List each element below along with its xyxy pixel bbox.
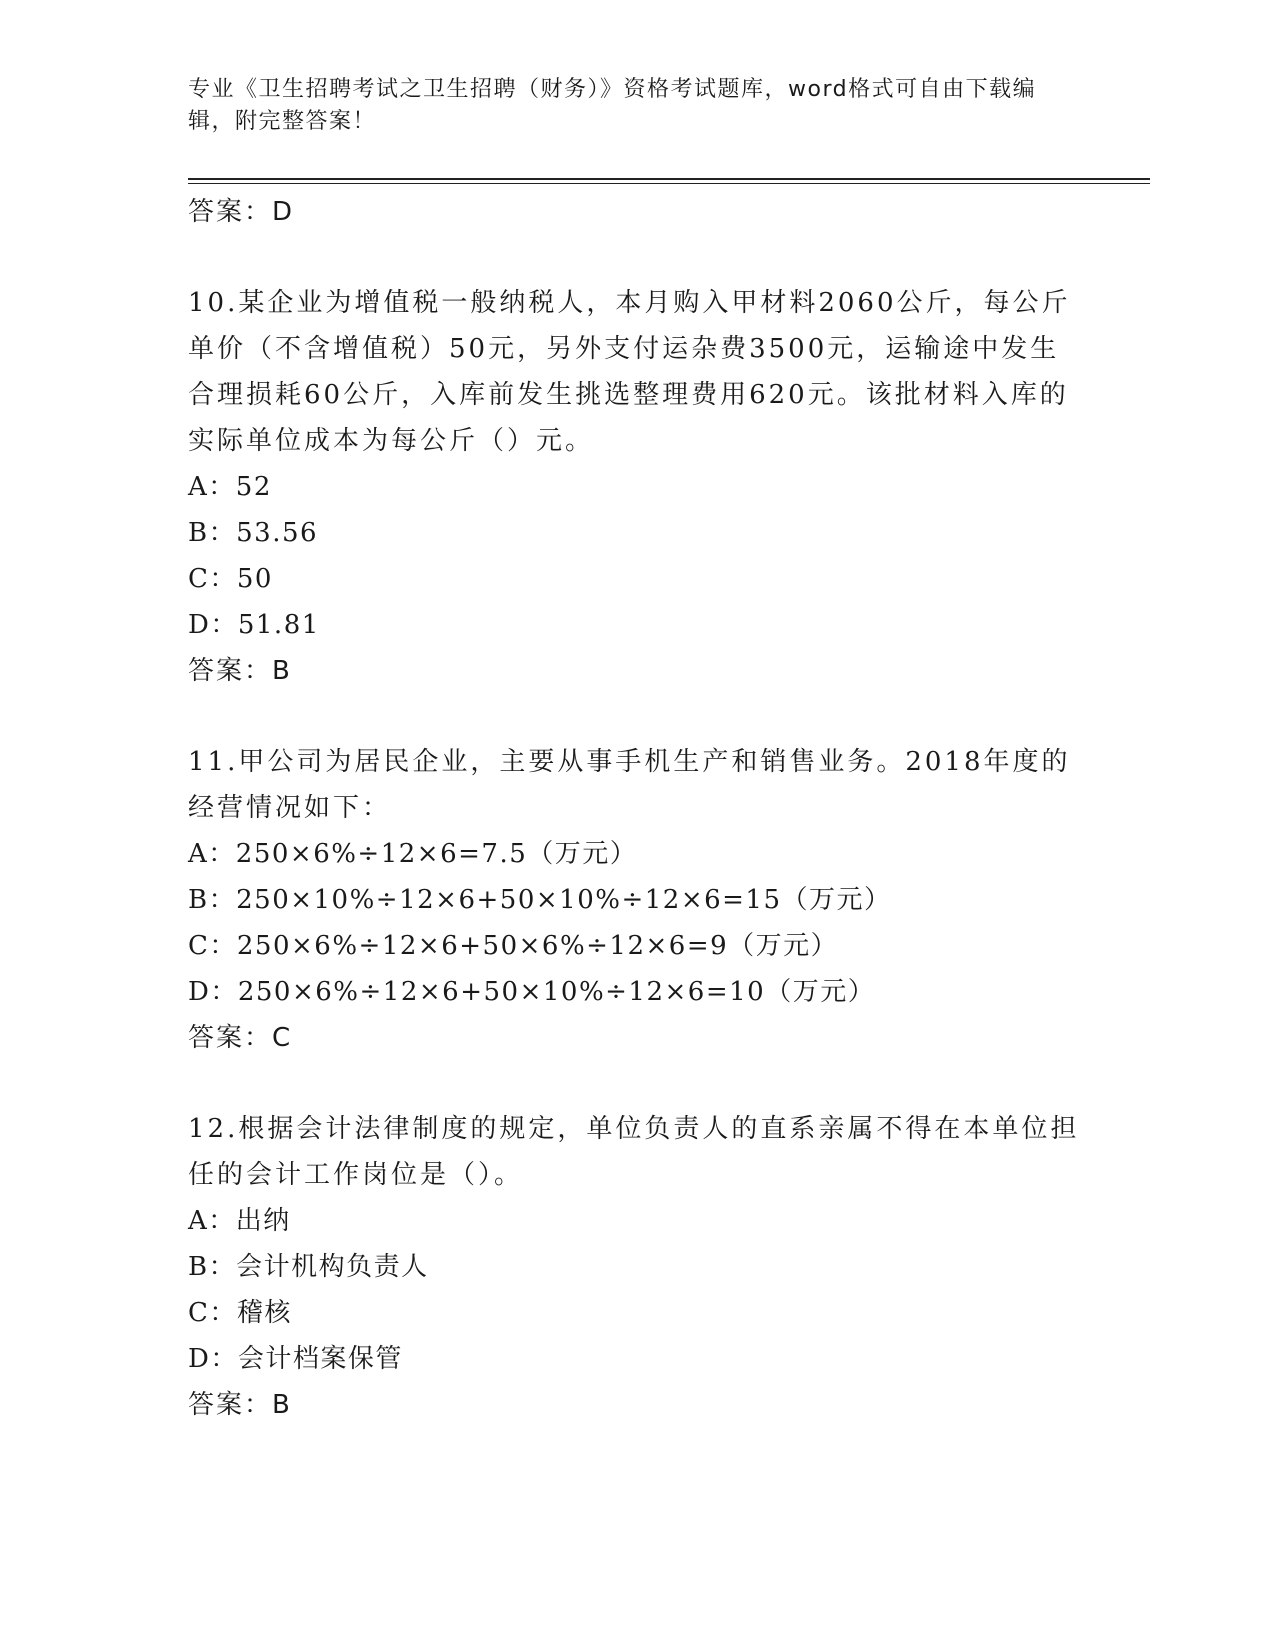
- option-c: C：50: [188, 564, 273, 594]
- question-answer: 答案：B: [188, 656, 292, 686]
- document-header: 专业《卫生招聘考试之卫生招聘（财务）》资格考试题库，word格式可自由下载编辑，附完整答案！: [188, 77, 1037, 134]
- question-12: [188, 1106, 1088, 1428]
- option-b: B：会计机构负责人: [188, 1252, 429, 1282]
- previous-answer: 答案：D: [188, 197, 295, 227]
- question-answer: 答案：B: [188, 1390, 292, 1420]
- question-10: [188, 280, 1088, 694]
- option-d: D：51.81: [188, 610, 320, 640]
- option-a: A：出纳: [188, 1206, 291, 1236]
- question-11: [188, 739, 1088, 1061]
- option-a: A：52: [188, 472, 272, 502]
- spacer: [188, 694, 1088, 739]
- spacer: [188, 1061, 1088, 1106]
- option-b: B：250×10%÷12×6+50×10%÷12×6=15（万元）: [188, 885, 892, 915]
- question-stem: 12.根据会计法律制度的规定，单位负责人的直系亲属不得在本单位担任的会计工作岗位是（）。: [188, 1114, 1080, 1190]
- option-c: C：250×6%÷12×6+50×6%÷12×6=9（万元）: [188, 931, 839, 961]
- option-d: D：会计档案保管: [188, 1344, 403, 1374]
- option-a: A：250×6%÷12×6=7.5（万元）: [188, 839, 638, 869]
- option-c: C：稽核: [188, 1298, 292, 1328]
- question-list: [188, 189, 1088, 1428]
- header-divider-thick: [188, 178, 1150, 180]
- question-stem: 10.某企业为增值税一般纳税人，本月购入甲材料2060公斤，每公斤单价（不含增值税）50元，另外支付运杂费3500元，运输途中发生合理损耗60公斤，入库前发生挑选整理费用620元。该批材料入库的实际单位成本为每公斤（）元。: [188, 288, 1071, 456]
- option-b: B：53.56: [188, 518, 319, 548]
- option-d: D：250×6%÷12×6+50×10%÷12×6=10（万元）: [188, 977, 876, 1007]
- header-divider-thin: [188, 183, 1150, 184]
- question-stem: 11.甲公司为居民企业，主要从事手机生产和销售业务。2018年度的经营情况如下：: [188, 747, 1071, 823]
- spacer: [188, 235, 1088, 280]
- question-answer: 答案：C: [188, 1023, 293, 1053]
